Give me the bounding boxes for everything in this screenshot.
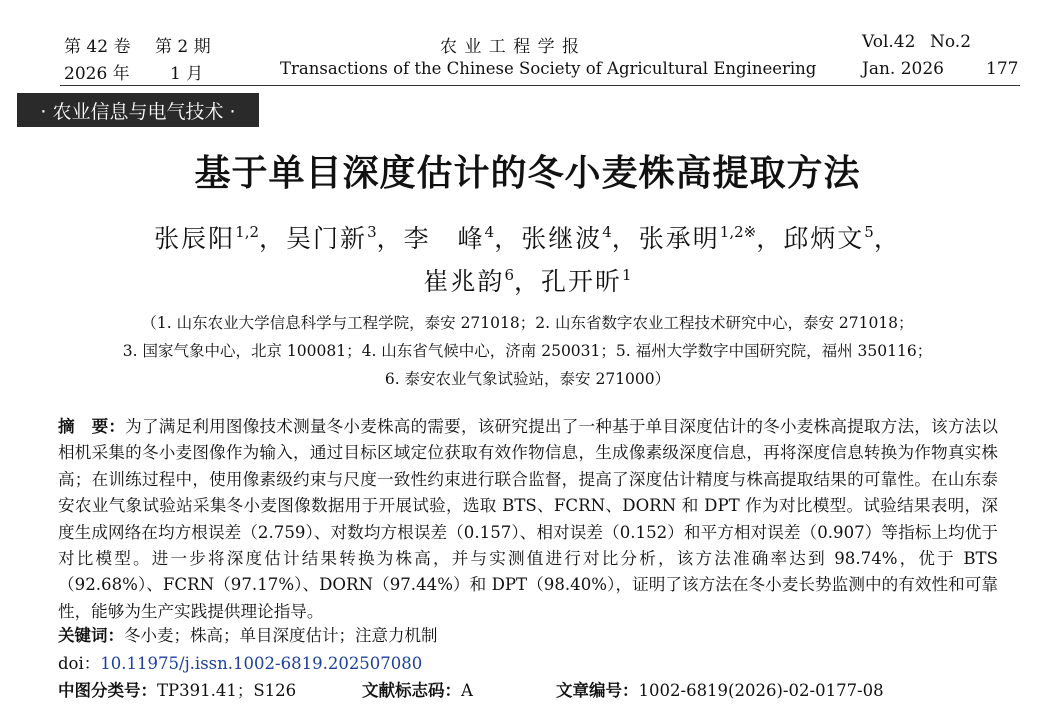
affiliation-line-1: （1. 山东农业大学信息科学与工程学院，泰安 271018；2. 山东省数字农业工程技术研究中心，泰安 271018； <box>141 314 914 332</box>
author-separator: ， <box>756 224 784 253</box>
author-affiliation-sup: 4 <box>602 223 612 241</box>
author-name: 张承明 <box>638 224 720 253</box>
author-separator: ， <box>611 224 639 253</box>
paper-title: 基于单目深度估计的冬小麦株高提取方法 <box>194 153 861 194</box>
section-tag: · 农业信息与电气技术 · <box>17 93 259 127</box>
author <box>521 224 639 253</box>
header-rule <box>60 85 1020 86</box>
author-affiliation-sup: 3 <box>367 223 377 241</box>
keywords-label: 关键词： <box>58 626 124 645</box>
author <box>639 224 783 253</box>
abstract <box>58 414 998 625</box>
issue-label: 第 2 期 <box>155 37 211 57</box>
author-separator: ， <box>873 224 901 253</box>
author-affiliation-sup: 1,2※ <box>719 223 757 241</box>
volume-label: 第 42 卷 <box>64 37 131 57</box>
clc-value: TP391.41；S126 <box>157 681 297 700</box>
article-number <box>556 677 884 701</box>
author-affiliation-sup: 4 <box>484 223 495 241</box>
document-code <box>362 677 473 701</box>
author-name: 邱炳文 <box>783 224 865 253</box>
author-separator: ， <box>376 224 404 253</box>
author-separator: ， <box>494 224 522 253</box>
author-affiliation-sup: 5 <box>864 223 874 241</box>
keywords <box>58 622 438 646</box>
author-name: 李 峰 <box>403 224 485 253</box>
doi-link[interactable]: 10.11975/j.issn.1002-6819.202507080 <box>100 654 423 673</box>
author-name: 张辰阳 <box>154 224 236 253</box>
keywords-text: 冬小麦；株高；单目深度估计；注意力机制 <box>124 626 438 645</box>
clc-label: 中图分类号： <box>58 681 157 700</box>
author <box>154 224 286 253</box>
author <box>286 224 404 253</box>
author-name: 吴门新 <box>286 224 368 253</box>
abstract-label: 摘 要： <box>58 417 126 436</box>
article-number-label: 文章编号： <box>556 681 639 700</box>
authors-line-1 <box>0 219 1055 255</box>
doi <box>58 650 422 674</box>
authors-line-2 <box>0 262 1055 298</box>
page-number: 177 <box>986 59 1019 79</box>
author <box>783 224 901 253</box>
author-affiliation-sup: 1,2 <box>235 223 260 241</box>
clc-number <box>58 677 296 701</box>
author-name: 张继波 <box>521 224 603 253</box>
author-separator: ， <box>513 267 541 296</box>
journal-name-cn: 农 业 工 程 学 报 <box>440 37 581 57</box>
date-en: Jan. 2026 <box>862 59 944 79</box>
affiliation-line-2: 3. 国家气象中心，北京 100081；4. 山东省气候中心，济南 250031；5. 福州大学数字中国研究院，福州 350116； <box>122 342 933 360</box>
abstract-text: 为了满足利用图像技术测量冬小麦株高的需要，该研究提出了一种基于单目深度估计的冬小麦株高提取方法，该方法以相机采集的冬小麦图像作为输入，通过目标区域定位获取有效作物信息，生成像素级深度信息，再将深度信息转换为作物真实株高；在训练过程中，使用像素级约束与尺度一致性约束进行联合监督，提高了深度估计精度与株高提取结果的可靠性。在山东泰安农业气象试验站采集冬小麦图像数据用于开展试验，选取 BTS、FCRN、DORN 和 DPT 作为对比模型。试验结果表明，深度生成网络在均方根误差（2.759）、对数均方根误差（0.157）、相对误差（0.152）和平方相对误差（0.907）等指标上均优于对比模型。进一步将深度估计结果转换为株高，并与实测值进行对比分析，该方法准确率达到 98.74%，优于 BTS（92.68%）、FCRN（97.17%）、DORN（97.44%）和 DPT（98.40%），证明了该方法在冬小麦长势监测中的有效性和可靠性，能够为生产实践提供理论指导。 <box>58 417 999 621</box>
author <box>541 267 632 296</box>
article-number-value: 1002-6819(2026)-02-0177-08 <box>638 681 884 700</box>
issue-en: No.2 <box>930 32 972 52</box>
author-name: 崔兆韵 <box>423 267 505 296</box>
document-code-label: 文献标志码： <box>362 681 461 700</box>
author-name: 孔开昕 <box>541 267 623 296</box>
document-code-value: A <box>461 681 473 700</box>
doi-label: doi： <box>58 654 101 673</box>
author-affiliation-sup: 6 <box>504 266 514 284</box>
year-label: 2026 年 <box>64 64 130 84</box>
author <box>404 224 522 253</box>
journal-name-en: Transactions of the Chinese Society of Agricultural Engineering <box>280 59 817 78</box>
author-separator: ， <box>259 224 287 253</box>
volume-en: Vol.42 <box>862 32 916 52</box>
author <box>423 267 541 296</box>
month-label: 1 月 <box>170 64 204 84</box>
author-affiliation-sup: 1 <box>622 266 632 284</box>
affiliation-line-3: 6. 泰安农业气象试验站，泰安 271000） <box>384 370 671 388</box>
